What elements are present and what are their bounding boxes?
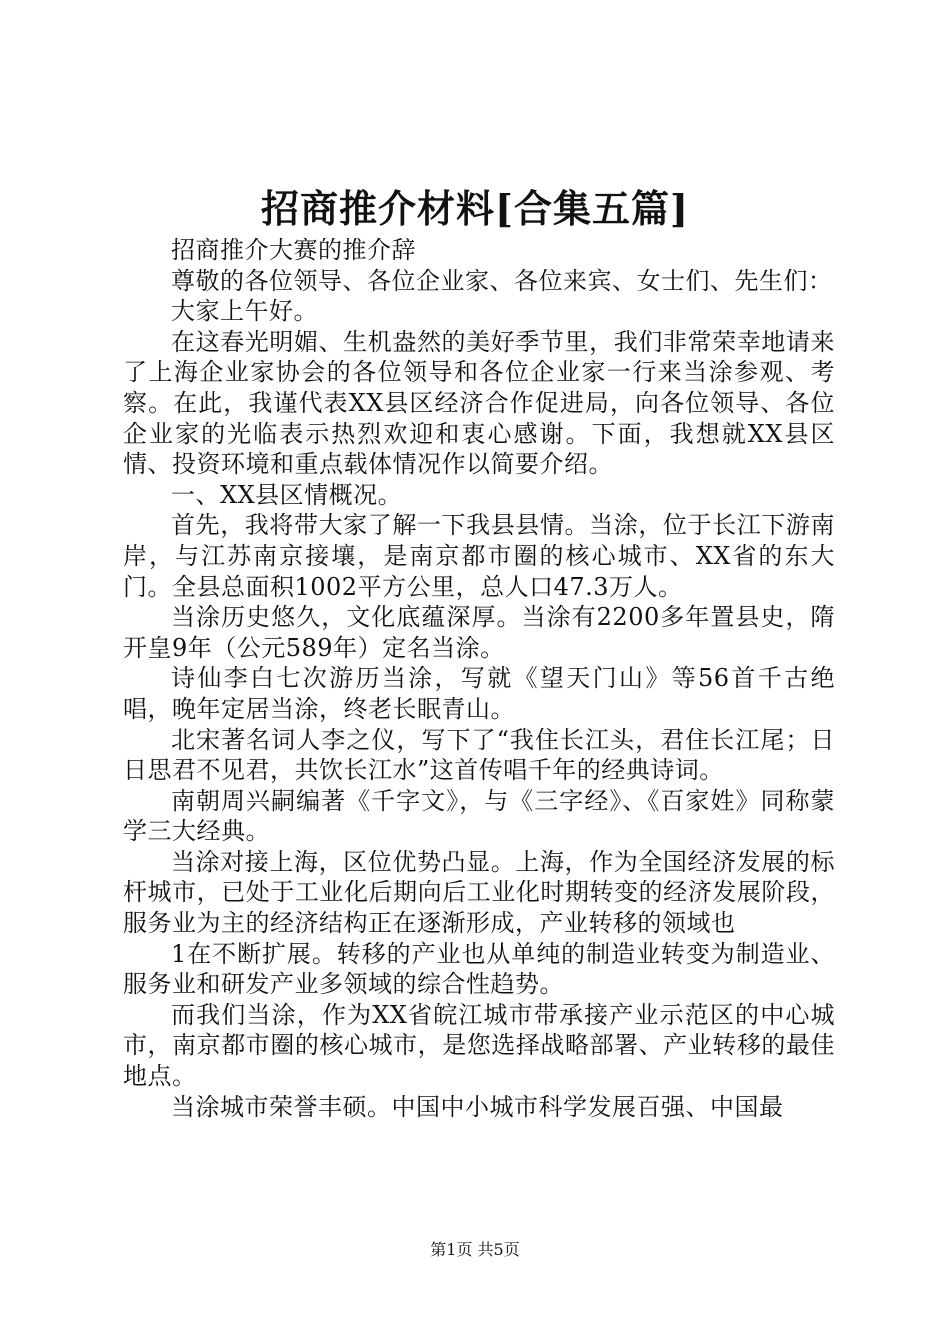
paragraph: 首先，我将带大家了解一下我县县情。当涂，位于长江下游南岸，与江苏南京接壤，是南京都市圈的核心城市、XX省的东大门。全县总面积1002平方公里，总人口47.3万人。 <box>123 511 835 601</box>
page-footer: 第1页 共5页 <box>430 1240 520 1259</box>
paragraph: 1在不断扩展。转移的产业也从单纯的制造业转变为制造业、服务业和研发产业多领域的综合性趋势。 <box>123 939 835 999</box>
document-title: 招商推介材料[合集五篇] <box>261 186 689 231</box>
paragraph: 当涂对接上海，区位优势凸显。上海，作为全国经济发展的标杆城市，已处于工业化后期向后工业化时期转变的经济发展阶段，服务业为主的经济结构正在逐渐形成，产业转移的领域也 <box>123 847 835 938</box>
paragraph: 招商推介大赛的推介辞 <box>171 236 416 264</box>
paragraph: 当涂城市荣誉丰硕。中国中小城市科学发展百强、中国最 <box>171 1092 784 1121</box>
paragraph: 南朝周兴嗣编著《千字文》，与《三字经》、《百家姓》同称蒙学三大经典。 <box>123 786 835 846</box>
paragraph: 北宋著名词人李之仪，写下了“我住长江头，君住长江尾；日日思君不见君，共饮长江水”这首传唱千年的经典诗词。 <box>123 725 835 785</box>
paragraph: 尊敬的各位领导、各位企业家、各位来宾、女士们、先生们： <box>171 266 833 295</box>
document-body <box>123 235 835 1122</box>
paragraph: 在这春光明媚、生机盎然的美好季节里，我们非常荣幸地请来了上海企业家协会的各位领导和各位企业家一行来当涂参观、考察。在此，我谨代表XX县区经济合作促进局，向各位领导、各位企业家的光临表示热烈欢迎和衷心感谢。下面，我想就XX县区情、投资环境和重点载体情况作以简要介绍。 <box>123 327 835 479</box>
paragraph: 诗仙李白七次游历当涂，写就《望天门山》等56首千古绝唱，晚年定居当涂，终老长眠青山。 <box>123 664 835 723</box>
paragraph: 大家上午好。 <box>171 297 318 326</box>
paragraph: 而我们当涂，作为XX省皖江城市带承接产业示范区的中心城市，南京都市圈的核心城市，是您选择战略部署、产业转移的最佳地点。 <box>123 1000 835 1091</box>
paragraph: 一、XX县区情概况。 <box>171 480 403 509</box>
paragraph: 当涂历史悠久，文化底蕴深厚。当涂有2200多年置县史，隋开皇9年（公元589年）定名当涂。 <box>123 603 835 662</box>
